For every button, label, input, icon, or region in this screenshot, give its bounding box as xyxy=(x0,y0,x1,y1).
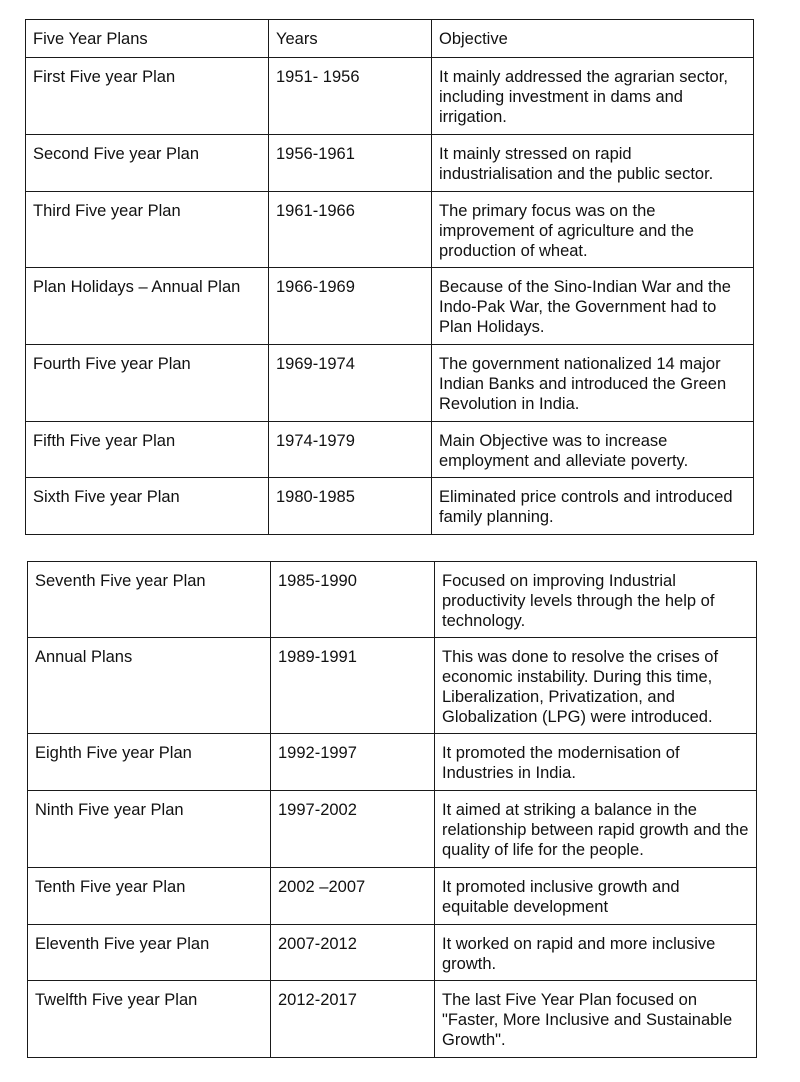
plan-name: Plan Holidays – Annual Plan xyxy=(26,268,269,345)
plan-years: 2012-2017 xyxy=(271,981,435,1058)
plan-years: 1951- 1956 xyxy=(269,58,432,135)
table-row xyxy=(26,478,754,535)
plan-name: Ninth Five year Plan xyxy=(28,791,271,868)
plan-objective: It worked on rapid and more inclusive growth. xyxy=(435,925,757,981)
plan-years: 1956-1961 xyxy=(269,135,432,192)
plan-name: Tenth Five year Plan xyxy=(28,868,271,925)
plan-years: 1980-1985 xyxy=(269,478,432,535)
plan-objective: It mainly stressed on rapid industrialisation and the public sector. xyxy=(432,135,754,192)
plan-objective: The government nationalized 14 major Indian Banks and introduced the Green Revolution in India. xyxy=(432,345,754,422)
plan-years: 1961-1966 xyxy=(269,192,432,268)
header-years: Years xyxy=(269,20,432,58)
table-row xyxy=(28,981,757,1058)
table-row xyxy=(26,268,754,345)
plan-name: Seventh Five year Plan xyxy=(28,562,271,638)
table-row xyxy=(28,562,757,638)
header-objective: Objective xyxy=(432,20,754,58)
plan-years: 1966-1969 xyxy=(269,268,432,345)
plan-objective: Eliminated price controls and introduced family planning. xyxy=(432,478,754,535)
plan-objective: Main Objective was to increase employment and alleviate poverty. xyxy=(432,422,754,478)
table-row xyxy=(28,638,757,734)
plan-name: Third Five year Plan xyxy=(26,192,269,268)
table-row xyxy=(26,135,754,192)
plan-name: Fifth Five year Plan xyxy=(26,422,269,478)
plan-years: 1985-1990 xyxy=(271,562,435,638)
plan-years: 1969-1974 xyxy=(269,345,432,422)
plan-objective: The last Five Year Plan focused on "Faster, More Inclusive and Sustainable Growth". xyxy=(435,981,757,1058)
plan-years: 2002 –2007 xyxy=(271,868,435,925)
plan-name: Eleventh Five year Plan xyxy=(28,925,271,981)
table-row xyxy=(28,791,757,868)
plan-name: Eighth Five year Plan xyxy=(28,734,271,791)
table-row xyxy=(26,58,754,135)
plan-name: Sixth Five year Plan xyxy=(26,478,269,535)
plan-years: 2007-2012 xyxy=(271,925,435,981)
plan-objective: Focused on improving Industrial productivity levels through the help of technology. xyxy=(435,562,757,638)
plan-years: 1989-1991 xyxy=(271,638,435,734)
table-row xyxy=(26,345,754,422)
plan-objective: It mainly addressed the agrarian sector, including investment in dams and irrigation. xyxy=(432,58,754,135)
plan-years: 1992-1997 xyxy=(271,734,435,791)
table-row xyxy=(28,925,757,981)
plan-objective: It promoted inclusive growth and equitable development xyxy=(435,868,757,925)
table-row xyxy=(26,192,754,268)
plan-years: 1974-1979 xyxy=(269,422,432,478)
plan-name: First Five year Plan xyxy=(26,58,269,135)
plan-objective: Because of the Sino-Indian War and the Indo-Pak War, the Government had to Plan Holidays. xyxy=(432,268,754,345)
plan-name: Twelfth Five year Plan xyxy=(28,981,271,1058)
plan-name: Second Five year Plan xyxy=(26,135,269,192)
plan-objective: The primary focus was on the improvement of agriculture and the production of wheat. xyxy=(432,192,754,268)
five-year-plans-table-2 xyxy=(27,561,757,1058)
plan-name: Fourth Five year Plan xyxy=(26,345,269,422)
plan-name: Annual Plans xyxy=(28,638,271,734)
table-row xyxy=(26,422,754,478)
table-row xyxy=(28,734,757,791)
plan-objective: It aimed at striking a balance in the relationship between rapid growth and the quality of life for the people. xyxy=(435,791,757,868)
five-year-plans-table-1 xyxy=(25,19,754,535)
plan-objective: This was done to resolve the crises of economic instability. During this time, Liberalization, Privatization, and Globalization (LPG) were introduced. xyxy=(435,638,757,734)
table-row xyxy=(28,868,757,925)
header-plan: Five Year Plans xyxy=(26,20,269,58)
plan-objective: It promoted the modernisation of Industries in India. xyxy=(435,734,757,791)
plan-years: 1997-2002 xyxy=(271,791,435,868)
table-header-row xyxy=(26,20,754,58)
